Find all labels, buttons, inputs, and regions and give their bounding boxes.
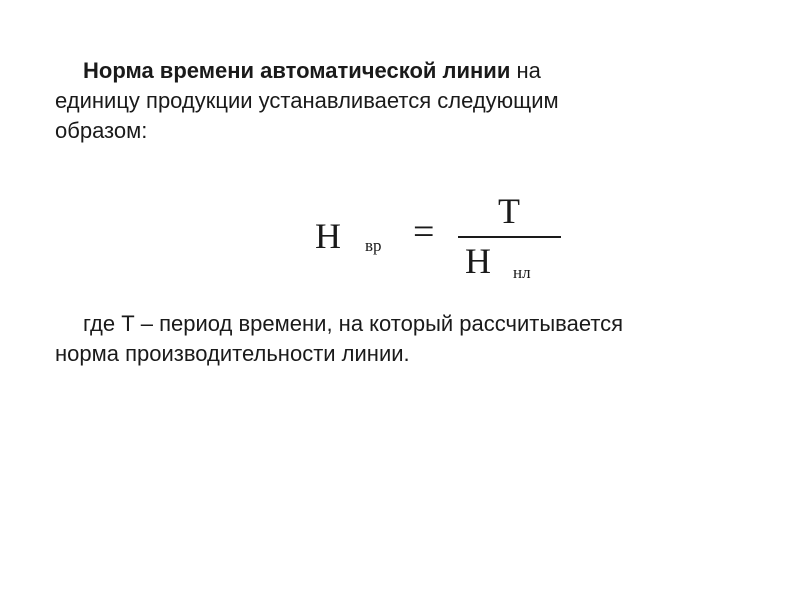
definition-line-2: единицу продукции устанавливается следующим: [55, 88, 559, 113]
formula-lhs-symbol: Н: [315, 216, 341, 256]
formula-numerator: Т: [498, 191, 520, 231]
definition-paragraph: [55, 56, 755, 146]
explanation-line-2: норма производительности линии.: [55, 341, 410, 366]
definition-term: Норма времени автоматической линии: [83, 58, 511, 83]
formula-equals-sign: =: [413, 211, 435, 253]
formula-denominator-subscript: нл: [513, 263, 531, 282]
formula-lhs-subscript: вр: [365, 236, 382, 255]
formula-fraction-bar: [458, 236, 561, 238]
explanation-line-1: где Т – период времени, на который рассчитывается: [83, 311, 624, 336]
formula: [310, 190, 580, 290]
definition-line-1: [55, 56, 755, 86]
explanation-paragraph: [55, 309, 755, 369]
definition-line-1-rest: на: [510, 58, 541, 83]
formula-denominator-symbol: Н: [465, 241, 491, 281]
definition-line-3: образом:: [55, 118, 148, 143]
